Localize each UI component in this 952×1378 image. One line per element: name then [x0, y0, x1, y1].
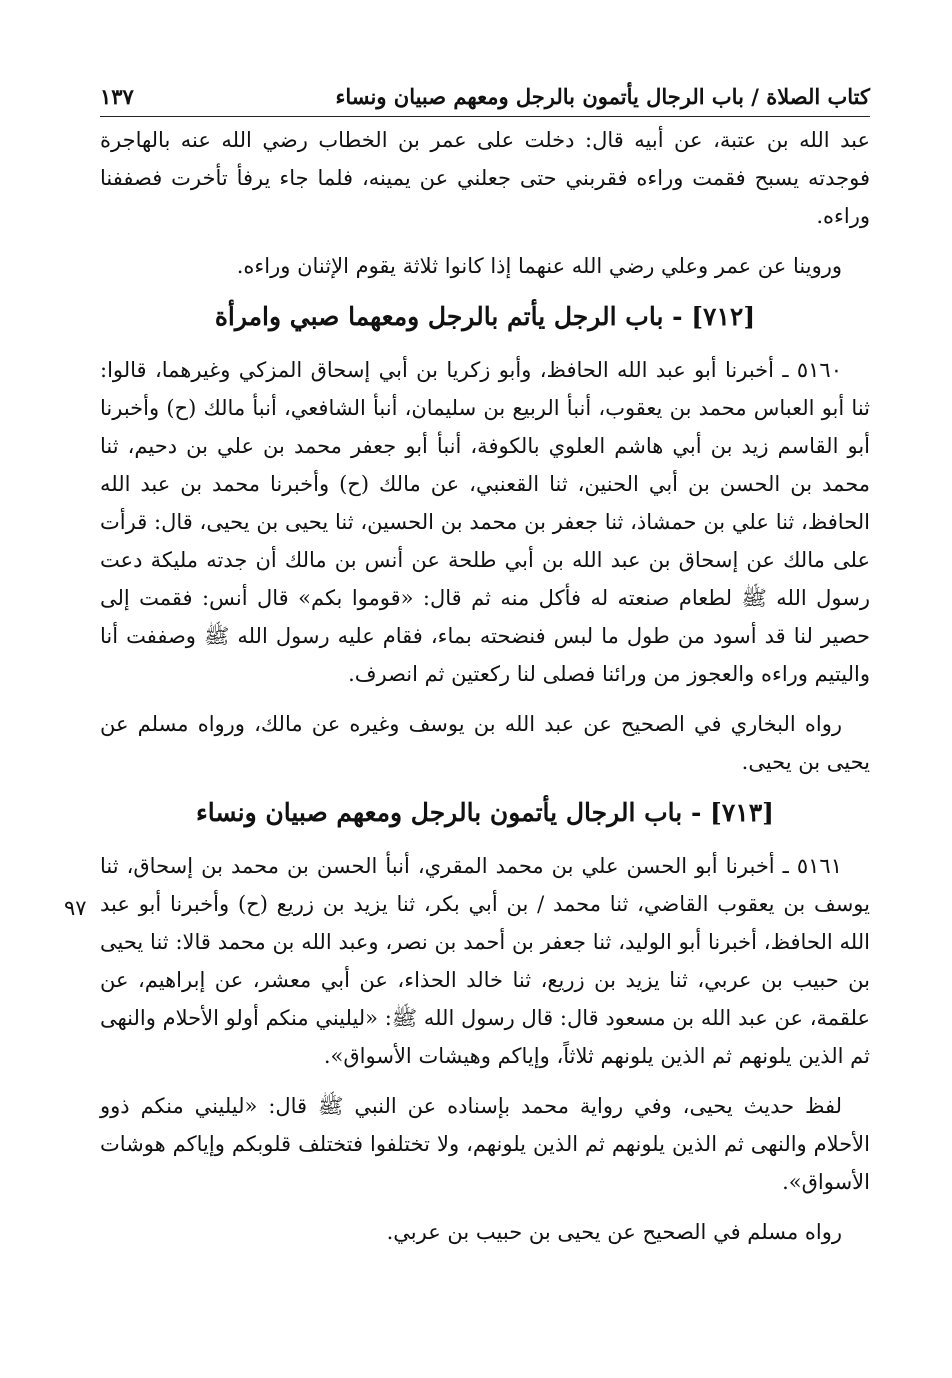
- running-header: [100, 80, 870, 117]
- hadith-5160: ٥١٦٠ ـ أخبرنا أبو عبد الله الحافظ، وأبو زكريا بن أبي إسحاق المزكي وغيرهما، قالوا: ثنا أبو العباس محمد بن يعقوب، أنبأ الربيع بن سليمان، أنبأ الشافعي، أنبأ مالك (ح) وأخبرنا أبو القاسم زيد بن أبي هاشم العلوي بالكوفة، أنبأ أبو جعفر محمد بن علي بن دحيم، ثنا محمد بن الحسن بن أبي الحنين، ثنا القعنبي، عن مالك (ح) وأخبرنا محمد بن عبد الله الحافظ، ثنا علي بن حمشاذ، ثنا جعفر بن محمد بن الحسين، ثنا يحيى بن يحيى، قال: قرأت على مالك عن إسحاق بن عبد الله بن أبي طلحة عن أنس بن مالك أن جدته مليكة دعت رسول الله ﷺ لطعام صنعته له فأكل منه ثم قال: «قوموا بكم» قال أنس: فقمت إلى حصير لنا قد أسود من طول ما لبس فنضحته بماء، فقام عليه رسول الله ﷺ وصففت أنا واليتيم وراءه والعجوز من ورائنا فصلى لنا ركعتين ثم انصرف.: [100, 358, 870, 686]
- manuscript-folio-number: ٩٧: [64, 896, 87, 920]
- hadith-5161-note-2: رواه مسلم في الصحيح عن يحيى بن حبيب بن عربي.: [386, 1220, 842, 1244]
- hadith-5161: ٥١٦١ ـ أخبرنا أبو الحسن علي بن محمد المقري، أنبأ الحسن بن محمد بن إسحاق، ثنا يوسف بن يعقوب القاضي، ثنا محمد / بن أبي بكر، ثنا يزيد بن زريع (ح) وأخبرنا أبو عبد الله الحافظ، أخبرنا أبو الوليد، ثنا جعفر بن أحمد بن نصر، وعبد الله بن محمد قالا: ثنا يحيى بن حبيب بن عربي، ثنا يزيد بن زريع، ثنا خالد الحذاء، عن أبي معشر، عن إبراهيم، عن علقمة، عن عبد الله بن مسعود قال: قال رسول الله ﷺ: «ليليني منكم أولو الأحلام والنهى ثم الذين يلونهم ثم الذين يلونهم ثلاثاً، وإياكم وهيشات الأسواق».: [100, 854, 870, 1068]
- section-heading-712: [٧١٢] - باب الرجل يأتم بالرجل ومعهما صبي وامرأة: [214, 302, 756, 331]
- paragraph-continuation: عبد الله بن عتبة، عن أبيه قال: دخلت على عمر بن الخطاب رضي الله عنه بالهاجرة فوجدته يسبح فقمت وراءه فقربني حتى جعلني عن يمينه، فلما جاء يرفأ تأخرت فصففنا وراءه.: [100, 128, 870, 228]
- hadith-5160-note: رواه البخاري في الصحيح عن عبد الله بن يوسف وغيره عن مالك، ورواه مسلم عن يحيى بن يحيى.: [100, 712, 870, 774]
- header-title: كتاب الصلاة / باب الرجال يأتمون بالرجل ومعهم صبيان ونساء: [335, 84, 870, 109]
- document-page: [100, 80, 870, 1251]
- paragraph-narration: وروينا عن عمر وعلي رضي الله عنهما إذا كانوا ثلاثة يقوم الإثنان وراءه.: [236, 254, 842, 278]
- hadith-5161-note-1: لفظ حديث يحيى، وفي رواية محمد بإسناده عن النبي ﷺ قال: «ليليني منكم ذوو الأحلام والنهى ثم الذين يلونهم ثم الذين يلونهم، ولا تختلفوا فتختلف قلوبكم وإياكم هوشات الأسواق».: [100, 1094, 870, 1194]
- page-number: ١٣٧: [100, 84, 134, 109]
- section-heading-713: [٧١٣] - باب الرجال يأتمون بالرجل ومعهم صبيان ونساء: [196, 798, 774, 827]
